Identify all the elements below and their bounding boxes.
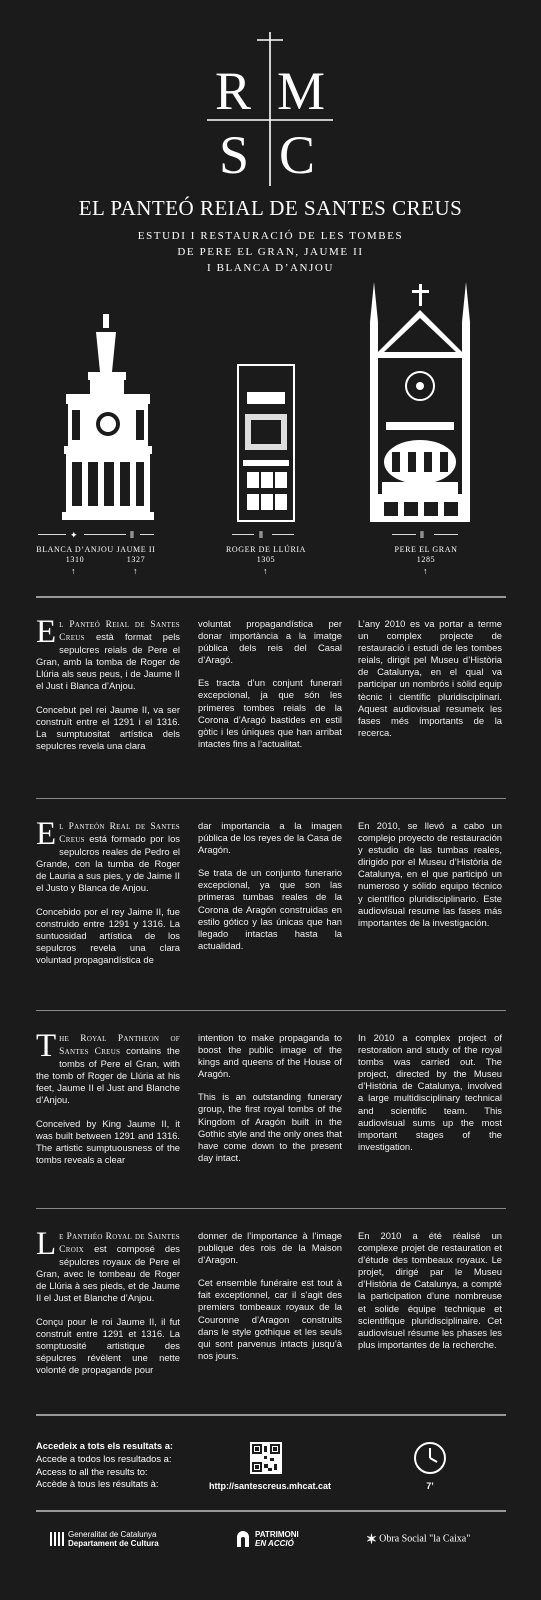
monogram-letter-c: C [279, 125, 316, 185]
divider [36, 1510, 506, 1512]
rmsc-monogram [205, 28, 335, 188]
catalan-column-1: El Panteó Reial de Santes Creus està format pels sepulcres reials de Pere el Gran, amb la tomba de Roger de Llúria als seus peus, i de Jaume II el Just i Blanca d’Anjou. Concebut pel rei Jaume II, va ser construït entre el 1291 i el 1316. La sumptuositat artística dels sepulcres revela una clara [36, 614, 180, 751]
tomb-label-roger: ROGER DE LLÚRIA 1305 [225, 545, 307, 564]
ornament-icon: ⦀ [130, 530, 134, 540]
divider [36, 1208, 506, 1209]
english-column-1: The Royal Pantheon of Santes Creus contains the tombs of Pere el Gran, with the tomb of Roger de Llúria at his feet, Jaume II el Just and Blanche d’Anjou. Conceived by King Jaume II, it was built between 1291 and 1316. The artistic sumptuousness of the tombs reveals a clear [36, 1028, 180, 1165]
divider [36, 596, 506, 598]
divider [36, 798, 506, 799]
arrow-up-icon: ↑ [423, 566, 428, 576]
catalan-column-3: L’any 2010 es va portar a terme un complex projecte de restauració i estudi de les tombes reials, dirigit pel Museu d’Història de Catalunya, en el qual va participar un nombrós i sòlid equip tècnic i científic pluridisciplinari. Aquest audiovisual resumeix les fases més importants de la recerca. [358, 618, 502, 738]
spanish-column-2: dar importancia a la imagen pública de los reyes de la Casa de Aragón. Se trata de un conjunto funerario excepcional, ya que son las primeras tumbas reales de la Corona de Aragón construidas en estilo gótico y las únicas que han llegado intactas hasta la actualidad. [198, 820, 342, 951]
catalan-column-2: voluntat propagandística per donar importància a la imatge pública dels reis del Casal d’Aragó. Es tracta d’un conjunt funerari excepcional, ja que són les primeres tombes reials de la Corona d’Aragó bastides en estil gòtic i les úniques que han arribat intactes fins a l’actualitat. [198, 618, 342, 749]
english-column-2: intention to make propaganda to boost the public image of the kings and queens of the House of Aragón. This is an outstanding funerary group, the first royal tombs of the Kingdom of Aragón built in the Gothic style and the only ones that have come down to the present day intact. [198, 1032, 342, 1163]
tomb-marker-pere [392, 530, 458, 540]
clock-icon [412, 1440, 448, 1476]
la-caixa-logo: ✶ Obra Social "la Caixa" [366, 1531, 471, 1547]
arrow-up-icon: ↑ [133, 566, 138, 576]
tomb-marker-roger [232, 530, 296, 540]
monogram-letter-m: M [277, 61, 326, 121]
english-column-3: In 2010 a complex project of restoration and study of the royal tombs was carried out. The project, directed by the Museu d’Història de Catalunya, involved a large multidisciplinary technical and scientific team. This audiovisual sums up the most important stages of the investigation. [358, 1032, 502, 1152]
tomb-marker-jaume [112, 530, 156, 540]
french-column-2: donner de l’importance à l’image publique des rois de la Maison d’Aragon. Cet ensemble funéraire est tout à fait exceptionnel, car il s’agit des premiers tombeaux royaux de la Couronne d’Aragon construits dans le style gothique et les seuls qui sont parvenus intacts jusqu’à nos jours. [198, 1230, 342, 1361]
spanish-column-1: El Panteón Real de Santes Creus está formado por los sepulcros reales de Pedro el Grande, con la tumba de Roger de Lauria a sus pies, y de Jaime II el Justo y Blanca de Anjou. Concebido por el rey Jaime II, fue construido entre 1291 y 1316. La suntuosidad artística de los sepulcros revela una clara voluntad propagandística de [36, 816, 180, 965]
subtitle-line-2: DE PERE EL GRAN, JAUME II [177, 246, 364, 258]
gencat-icon [50, 1532, 64, 1546]
arrow-up-icon: ↑ [263, 566, 268, 576]
results-url-link[interactable]: http://santescreus.mhcat.cat [208, 1481, 332, 1491]
duration-label: 7’ [426, 1481, 434, 1491]
patrimoni-logo: PATRIMONI EN ACCIÓ [235, 1530, 299, 1548]
ornament-icon: ⦀ [259, 530, 263, 540]
tomb-roger-de-lluria-illustration [237, 364, 295, 522]
tomb-marker-blanca [38, 530, 112, 540]
monogram-letter-r: R [215, 61, 252, 121]
subtitle-line-3: I BLANCA D’ANJOU [206, 262, 335, 274]
subtitle-line-1: ESTUDI I RESTAURACIÓ DE LES TOMBES [137, 230, 404, 242]
qr-code-icon[interactable] [250, 1442, 282, 1474]
divider [36, 1010, 506, 1011]
ornament-icon: ⦀ [420, 530, 424, 540]
page-title: EL PANTEÓ REIAL DE SANTES CREUS [78, 196, 463, 220]
gencat-logo: Generalitat de Catalunya Departament de Cultura [50, 1530, 159, 1548]
spanish-column-3: En 2010, se llevó a cabo un complejo proyecto de restauración y estudio de las tumbas reales, dirigido por el Museu d’Història de Catalunya, en el que participó un numeroso y sólido equipo técnico y científico pluridisciplinario. Este audiovisual resume las fases más importantes de la investigación. [358, 820, 502, 928]
monogram-letter-s: S [219, 125, 250, 185]
tomb-label-pere: PERE EL GRAN 1285 [394, 545, 458, 564]
arrow-up-icon: ↑ [71, 566, 76, 576]
divider [36, 1414, 506, 1416]
access-text: Accedeix a tots els resultats a: Accede a todos los resultados a: Access to all the results to: Accède à tous les résultats à: [36, 1440, 174, 1490]
tomb-pere-el-gran-illustration [364, 282, 476, 522]
caixa-star-icon: ✶ [366, 1531, 377, 1547]
ornament-icon: ✦ [70, 530, 78, 540]
french-column-1: Le Panthéo Royal de Saintes Croix est composé des sépulcres royaux de Pere el Gran, avec le tombeau de Roger de Llúria à ses pieds, et de Jaume II el Just et Blanche d’Anjou. Conçu pour le roi Jaume II, il fut construit entre 1291 et 1316. La somptuosité artistique des sépulcres révèlent une nette volonté de propagande pour [36, 1226, 180, 1375]
tomb-jaume-ii-illustration [58, 312, 158, 522]
tomb-label-jaume: JAUME II 1327 [116, 545, 156, 564]
patrimoni-icon [235, 1531, 251, 1547]
french-column-3: En 2010 a été réalisé un complexe projet de restauration et d’étude des tombeaux royaux. Le projet, dirigé par le Museu d’Història de Catalunya, a compté la participation d’une nombreuse et solide équipe technique et scientifique pluridisciplinaire. Cet audiovisuel résume les phases les plus importantes de la recherche. [358, 1230, 502, 1350]
tomb-label-blanca: BLANCA D’ANJOU 1310 [36, 545, 114, 564]
